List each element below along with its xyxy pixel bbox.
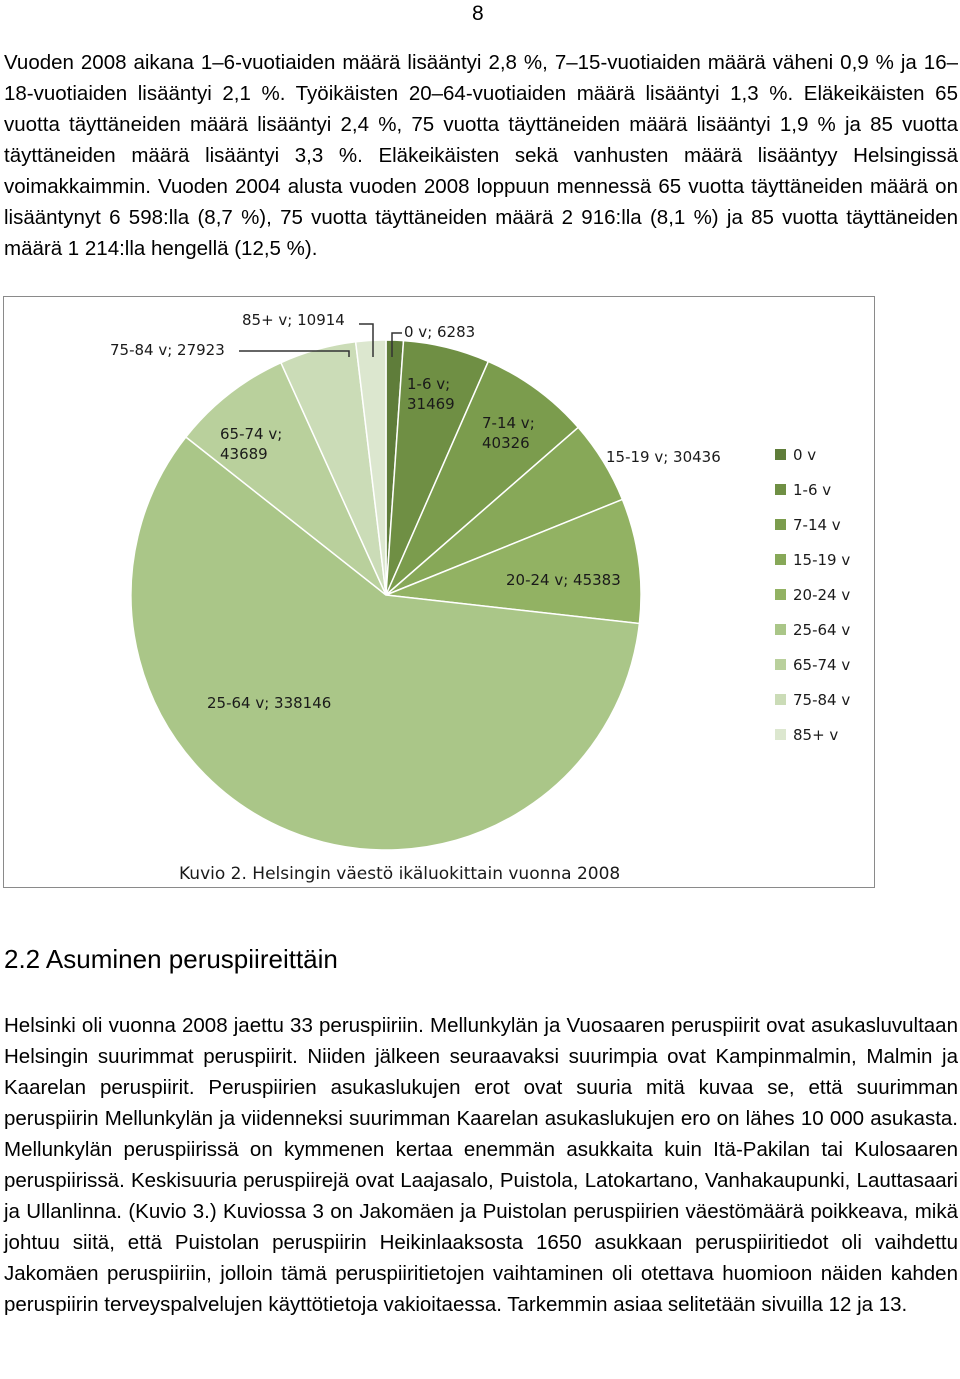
legend-label-65-74-v: 65-74 v bbox=[793, 656, 851, 674]
data-label-0-v: 0 v; 6283 bbox=[404, 323, 476, 341]
legend-swatch-15-19-v bbox=[775, 554, 786, 565]
data-label-65-74-v: 65-74 v; 43689 bbox=[220, 425, 283, 463]
legend-swatch-75-84-v bbox=[775, 694, 786, 705]
data-label-7-14-v: 7-14 v; 40326 bbox=[482, 414, 535, 452]
legend-label-25-64-v: 25-64 v bbox=[793, 621, 851, 639]
legend-swatch-0-v bbox=[775, 449, 786, 460]
legend-label-85-v: 85+ v bbox=[793, 726, 839, 744]
legend-swatch-1-6-v bbox=[775, 484, 786, 495]
paragraph-section: Helsinki oli vuonna 2008 jaettu 33 peruspiiriin. Mellunkylän ja Vuosaaren peruspiirit ovat asukasluvultaan Helsingin suurimmat peruspiirit. Niiden jälkeen seuraavaksi suurimpia ovat Kampinmalmin, Malmin ja Kaarelan peruspiirit. Peruspiirien asukaslukujen erot ovat suuria mitä kuvaa se, että suurimman peruspiirin Mellunkylän ja viidenneksi suurimman Kaarelan asukaslukujen ero on lähes 10 000 asukasta. Mellunkylän peruspiirissä on kymmenen kertaa enemmän asukkaita kuin Itä-Pakilan tai Kulosaaren peruspiirissä. Keskisuuria peruspiirejä ovat Laajasalo, Puistola, Latokartano, Vanhakaupunki, Lauttasaari ja Ullanlinna. (Kuvio 3.) Kuviossa 3 on Jakomäen ja Puistolan peruspiirien väestömäärä poikkeava, mikä johtuu siitä, että Puistolan peruspiirin Heikinlaaksosta 1650 asukkaan peruspiiritiedot oli vaihdettu Jakomäen peruspiiriin, jolloin tämä peruspiiritietojen vaihtaminen oli otettava huomioon näiden kahden peruspiirin terveyspalvelujen käyttötietoja vakioitaessa. Tarkemmin asiaa selitetään sivuilla 12 ja 13. bbox=[4, 1014, 958, 1316]
legend-label-15-19-v: 15-19 v bbox=[793, 551, 851, 569]
data-label-20-24-v: 20-24 v; 45383 bbox=[506, 571, 621, 589]
data-label-75-84-v: 75-84 v; 27923 bbox=[110, 341, 225, 359]
legend-label-20-24-v: 20-24 v bbox=[793, 586, 851, 604]
page-number: 8 bbox=[472, 2, 484, 25]
legend-swatch-7-14-v bbox=[775, 519, 786, 530]
pie-chart bbox=[4, 297, 874, 887]
legend-label-75-84-v: 75-84 v bbox=[793, 691, 851, 709]
data-label-25-64-v: 25-64 v; 338146 bbox=[207, 694, 332, 712]
paragraph-intro: Vuoden 2008 aikana 1–6-vuotiaiden määrä lisääntyi 2,8 %, 7–15-vuotiaiden määrä väheni 0,9 % ja 16–18-vuotiaiden lisääntyi 2,1 %. Työikäisten 20–64-vuotiaiden määrä lisääntyi 1,3 %. Eläkeikäisten 65 vuotta täyttäneiden määrä lisääntyi 2,4 %, 75 vuotta täyttäneiden määrä lisääntyi 1,9 % ja 85 vuotta täyttäneiden määrä lisääntyi 3,3 %. Eläkeikäisten sekä vanhusten määrä lisääntyy Helsingissä voimakkaimmin. Vuoden 2004 alusta vuoden 2008 loppuun mennessä 65 vuotta täyttäneiden määrä on lisääntynyt 6 598:lla (8,7 %), 75 vuotta täyttäneiden määrä 2 916:lla (8,1 %) ja 85 vuotta täyttäneiden määrä 1 214:lla hengellä (12,5 %). bbox=[4, 51, 958, 260]
data-label-15-19-v: 15-19 v; 30436 bbox=[606, 448, 721, 466]
legend-swatch-65-74-v bbox=[775, 659, 786, 670]
legend-swatch-25-64-v bbox=[775, 624, 786, 635]
data-label-1-6-v: 1-6 v; 31469 bbox=[407, 375, 455, 413]
legend-label-7-14-v: 7-14 v bbox=[793, 516, 841, 534]
legend-swatch-85-v bbox=[775, 729, 786, 740]
legend-label-1-6-v: 1-6 v bbox=[793, 481, 832, 499]
figure-pie-chart bbox=[3, 296, 875, 888]
section-heading: 2.2 Asuminen peruspiireittäin bbox=[4, 944, 338, 974]
chart-title: Kuvio 2. Helsingin väestö ikäluokittain vuonna 2008 bbox=[179, 864, 621, 884]
legend-label-0-v: 0 v bbox=[793, 446, 817, 464]
legend-swatch-20-24-v bbox=[775, 589, 786, 600]
data-label-85-v: 85+ v; 10914 bbox=[242, 311, 345, 329]
